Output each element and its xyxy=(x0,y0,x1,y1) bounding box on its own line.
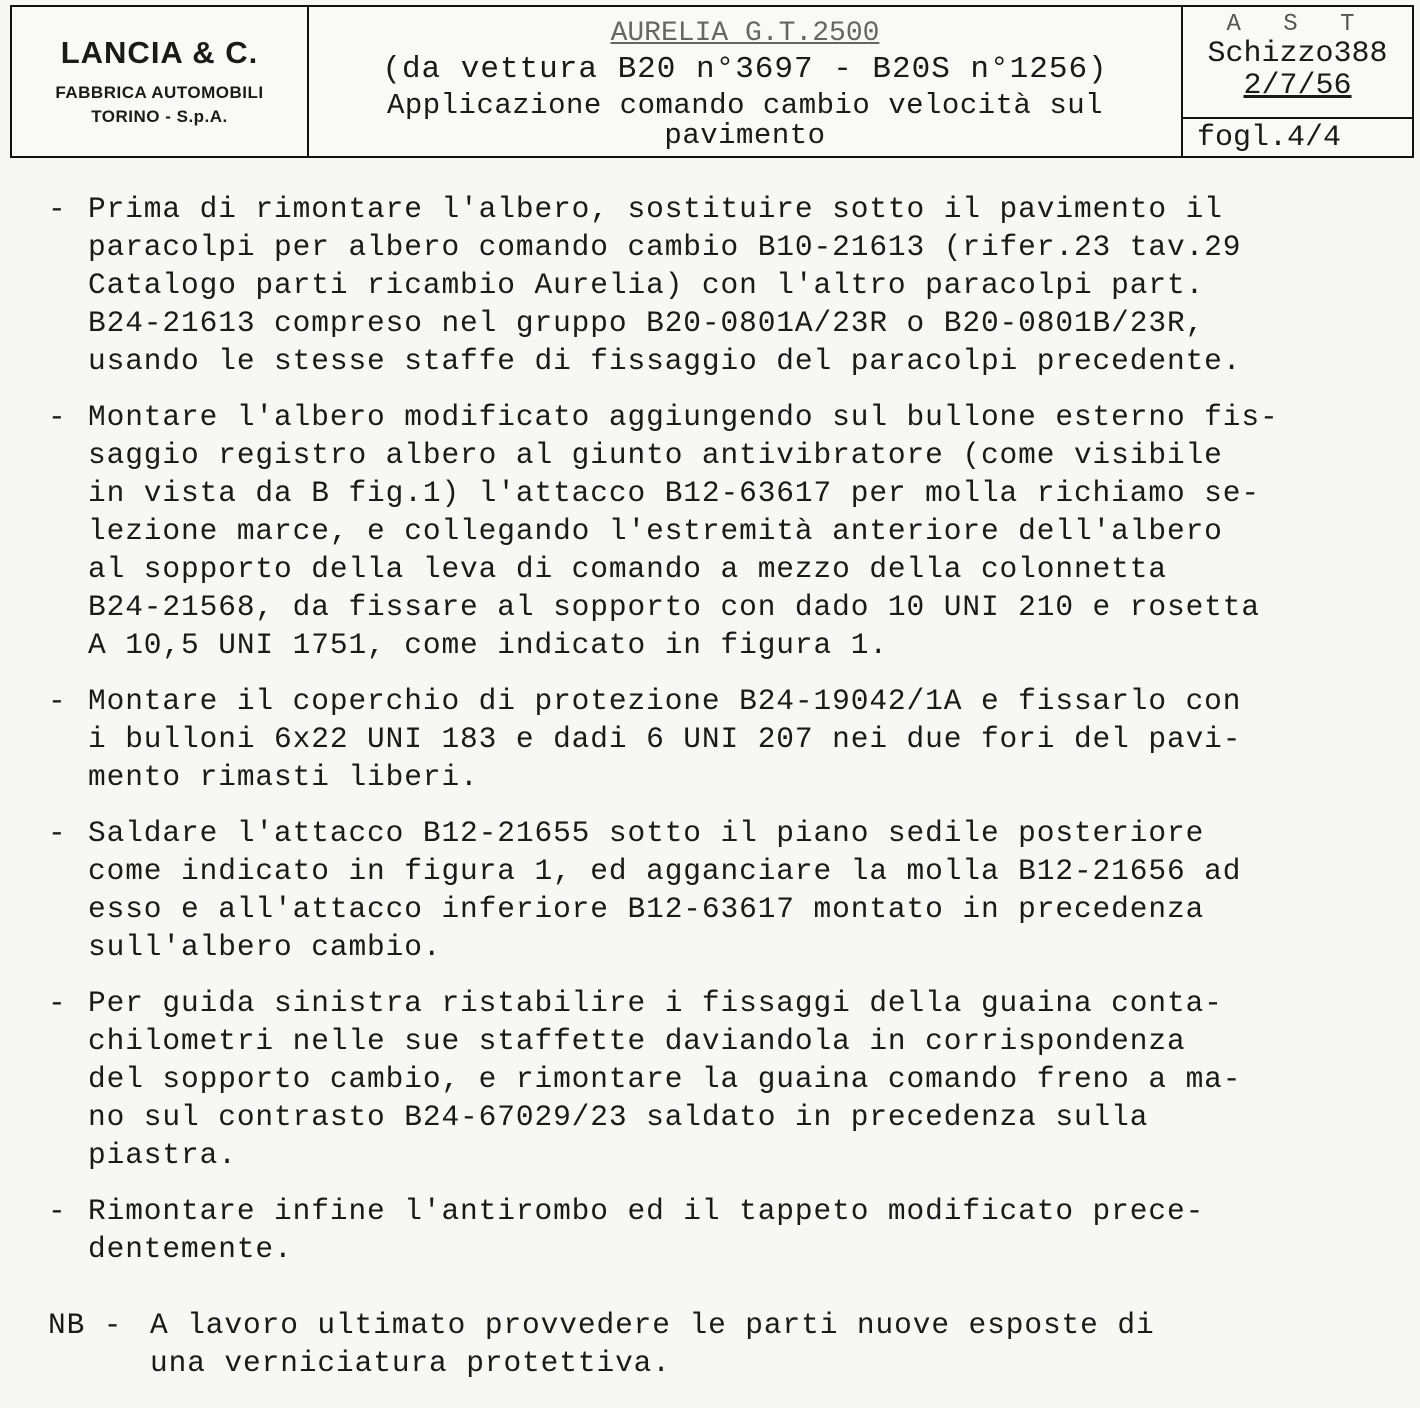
vehicle-reference: (da vettura B20 n°3697 - B20S n°1256) xyxy=(382,52,1108,87)
instructions-body xyxy=(48,190,1398,1382)
sketch-date: 2/7/56 xyxy=(1243,69,1352,103)
bullet-dash: - xyxy=(48,192,67,226)
company-name: LANCIA & C. xyxy=(60,34,259,70)
note-text: A lavoro ultimato provvedere le parti nuove esposte di una verniciatura protettiva. xyxy=(150,1308,1155,1380)
instruction-text: Rimontare infine l'antirombo ed il tappeto modificato prece- dentemente. xyxy=(88,1194,1205,1266)
bullet-dash: - xyxy=(48,816,67,850)
instruction-text: Per guida sinistra ristabilire i fissaggi della guaina conta- chilometri nelle sue staffette daviandola in corrispondenza del sopporto cambio, e rimontare la guaina comando freno a ma- no sul contrasto B24-67029/23 saldato in precedenza sulla piastra. xyxy=(88,986,1242,1172)
reference-block xyxy=(1183,7,1412,156)
company-subtitle: FABBRICA AUTOMOBILI xyxy=(55,82,264,102)
instruction-item xyxy=(48,984,1398,1174)
sketch-number: Schizzo388 xyxy=(1207,37,1388,71)
department-code: A S T xyxy=(1226,11,1369,38)
closing-note xyxy=(48,1306,1398,1382)
instruction-item xyxy=(48,1192,1398,1268)
instruction-item xyxy=(48,398,1398,664)
model-title: AURELIA G.T.2500 xyxy=(610,18,880,49)
title-block xyxy=(309,7,1183,156)
instruction-item xyxy=(48,682,1398,796)
document-header xyxy=(10,5,1414,158)
sheet-number: fogl.4/4 xyxy=(1197,121,1342,155)
note-label: NB - xyxy=(48,1308,123,1342)
instruction-text: Montare il coperchio di protezione B24-19042/1A e fissarlo con i bulloni 6x22 UNI 183 e dadi 6 UNI 207 nei due fori del pavi- mento rimasti liberi. xyxy=(88,684,1242,794)
instruction-text: Montare l'albero modificato aggiungendo sul bullone esterno fis- saggio registro albero al giunto antivibratore (come visibile in vista da B fig.1) l'attacco B12-63617 per molla richiamo se- lezione marce, e collegando l'estremità anteriore dell'albero al sopporto della leva di comando a mezzo della colonnetta B24-21568, da fissare al sopporto con dado 10 UNI 210 e rosetta A 10,5 UNI 1751, come indicato in figura 1. xyxy=(88,400,1279,662)
company-location: TORINO - S.p.A. xyxy=(91,106,228,126)
bullet-dash: - xyxy=(48,400,67,434)
instruction-item xyxy=(48,190,1398,380)
instruction-item xyxy=(48,814,1398,966)
company-block xyxy=(12,7,309,156)
instruction-text: Saldare l'attacco B12-21655 sotto il piano sedile posteriore come indicato in figura 1, ed agganciare la molla B12-21656 ad esso e all'attacco inferiore B12-63617 montato in precedenza sull'albero cambio. xyxy=(88,816,1242,964)
bullet-dash: - xyxy=(48,986,67,1020)
bullet-dash: - xyxy=(48,1194,67,1228)
bullet-dash: - xyxy=(48,684,67,718)
document-subject: Applicazione comando cambio velocità sul pavimento xyxy=(386,89,1104,152)
instruction-text: Prima di rimontare l'albero, sostituire sotto il pavimento il paracolpi per albero comando cambio B10-21613 (rifer.23 tav.29 Catalogo parti ricambio Aurelia) con l'altro paracolpi part. B24-21613 compreso nel gruppo B20-0801A/23R o B20-0801B/23R, usando le stesse staffe di fissaggio del paracolpi precedente. xyxy=(88,192,1242,378)
sketch-info xyxy=(1183,7,1412,119)
